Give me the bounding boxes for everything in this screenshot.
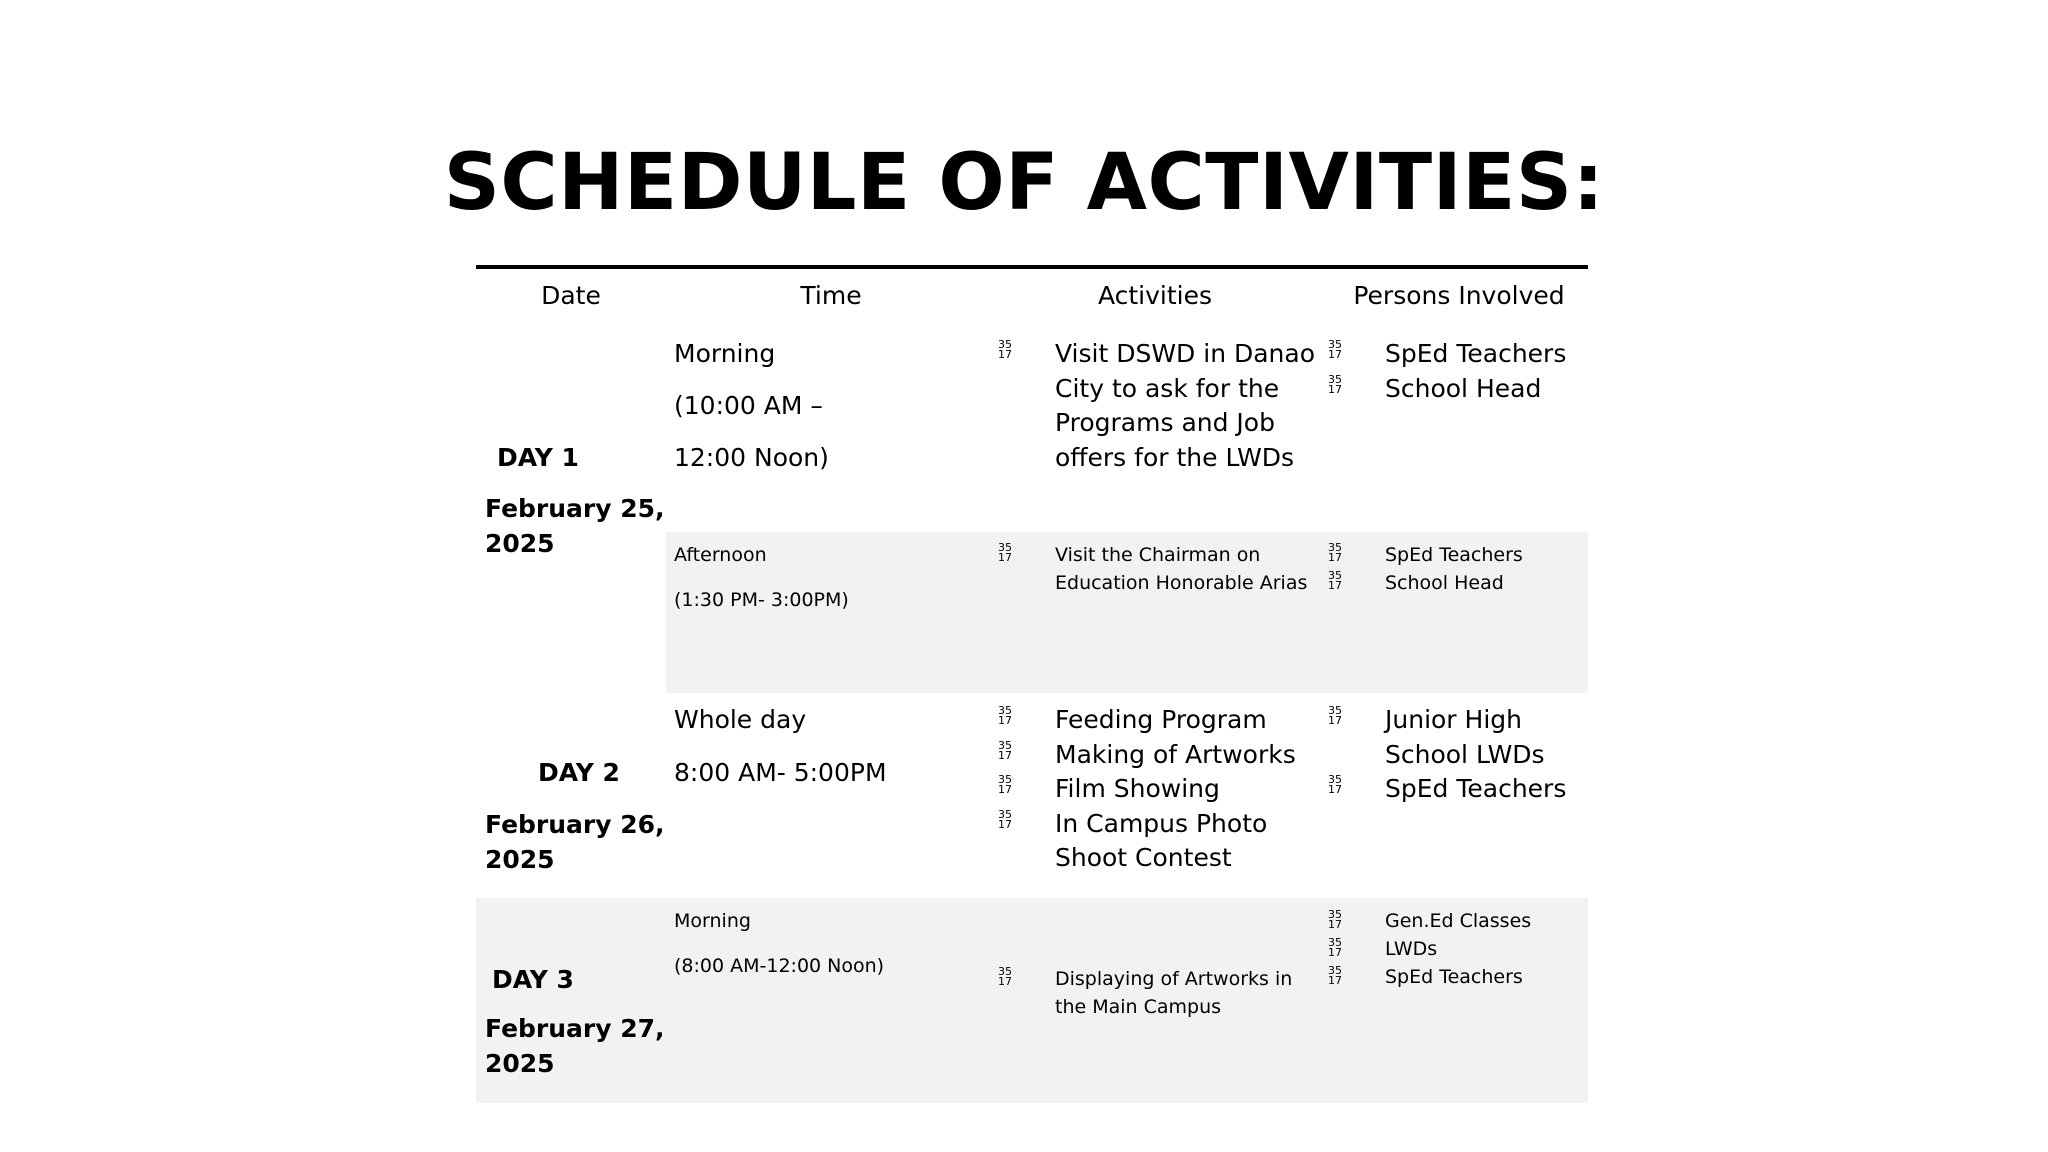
day2-date-line1: February 26, <box>485 810 665 839</box>
bullet-icon: 35 17 <box>1328 541 1342 564</box>
day1-morning-activity-2: City to ask for the <box>1055 374 1280 403</box>
day1-afternoon-activity-1: Visit the Chairman on <box>1055 544 1261 566</box>
day1-date-line1: February 25, <box>485 494 665 523</box>
day1-afternoon-person-2: School Head <box>1385 572 1504 594</box>
bullet-icon: 35 17 <box>998 704 1012 727</box>
bullet-icon: 35 17 <box>1328 338 1342 361</box>
day2-activity-5: Shoot Contest <box>1055 843 1232 872</box>
day1-morning-activity-1: Visit DSWD in Danao <box>1055 339 1316 368</box>
bullet-icon: 35 17 <box>998 541 1012 564</box>
bullet-icon: 35 17 <box>998 808 1012 831</box>
bullet-icon: 35 17 <box>1328 373 1342 396</box>
day3-activity-2: the Main Campus <box>1055 996 1222 1018</box>
day2-activity-4: In Campus Photo <box>1055 809 1268 838</box>
bullet-icon: 35 17 <box>1328 964 1342 987</box>
day3-person-3: SpEd Teachers <box>1385 966 1523 988</box>
bullet-icon: 35 17 <box>998 965 1012 988</box>
day3-time-2: (8:00 AM-12:00 Noon) <box>674 955 885 977</box>
day1-afternoon-time-1: Afternoon <box>674 544 767 566</box>
header-date: Date <box>541 281 601 310</box>
day3-date-line2: 2025 <box>485 1049 555 1078</box>
day2-date-line2: 2025 <box>485 845 555 874</box>
day1-morning-activity-4: offers for the LWDs <box>1055 443 1295 472</box>
day1-afternoon-activity-2: Education Honorable Arias <box>1055 572 1308 594</box>
day2-activity-3: Film Showing <box>1055 774 1220 803</box>
day3-time-1: Morning <box>674 910 751 932</box>
day1-label: DAY 1 <box>497 443 579 472</box>
day3-person-2: LWDs <box>1385 938 1438 960</box>
day2-person-3: SpEd Teachers <box>1385 774 1567 803</box>
header-persons: Persons Involved <box>1353 281 1565 310</box>
bullet-icon: 35 17 <box>998 739 1012 762</box>
day2-time-2: 8:00 AM- 5:00PM <box>674 758 887 787</box>
day1-afternoon-person-1: SpEd Teachers <box>1385 544 1523 566</box>
bullet-icon: 35 17 <box>998 338 1012 361</box>
day3-person-1: Gen.Ed Classes <box>1385 910 1532 932</box>
bullet-icon: 35 17 <box>998 773 1012 796</box>
bullet-icon: 35 17 <box>1328 569 1342 592</box>
day1-morning-time-1: Morning <box>674 339 776 368</box>
header-time: Time <box>800 281 862 310</box>
day3-activity-1: Displaying of Artworks in <box>1055 968 1293 990</box>
day1-afternoon-time-2: (1:30 PM- 3:00PM) <box>674 589 849 611</box>
day3-label: DAY 3 <box>492 965 574 994</box>
page-title: SCHEDULE OF ACTIVITIES: <box>443 138 1605 228</box>
day2-activity-1: Feeding Program <box>1055 705 1267 734</box>
table-top-rule <box>476 265 1588 269</box>
bullet-icon: 35 17 <box>1328 704 1342 727</box>
day1-date-line2: 2025 <box>485 529 555 558</box>
day1-morning-time-2: (10:00 AM – <box>674 391 823 420</box>
day2-person-1: Junior High <box>1385 705 1522 734</box>
bullet-icon: 35 17 <box>1328 773 1342 796</box>
day1-morning-activity-3: Programs and Job <box>1055 408 1275 437</box>
header-activities: Activities <box>1097 281 1213 310</box>
bullet-icon: 35 17 <box>1328 936 1342 959</box>
day2-activity-2: Making of Artworks <box>1055 740 1296 769</box>
day1-morning-person-2: School Head <box>1385 374 1542 403</box>
day2-time-1: Whole day <box>674 705 807 734</box>
day2-label: DAY 2 <box>538 758 620 787</box>
day1-morning-person-1: SpEd Teachers <box>1385 339 1567 368</box>
day2-person-2: School LWDs <box>1385 740 1545 769</box>
bullet-icon: 35 17 <box>1328 908 1342 931</box>
day3-date-line1: February 27, <box>485 1014 665 1043</box>
day1-morning-time-3: 12:00 Noon) <box>674 443 829 472</box>
